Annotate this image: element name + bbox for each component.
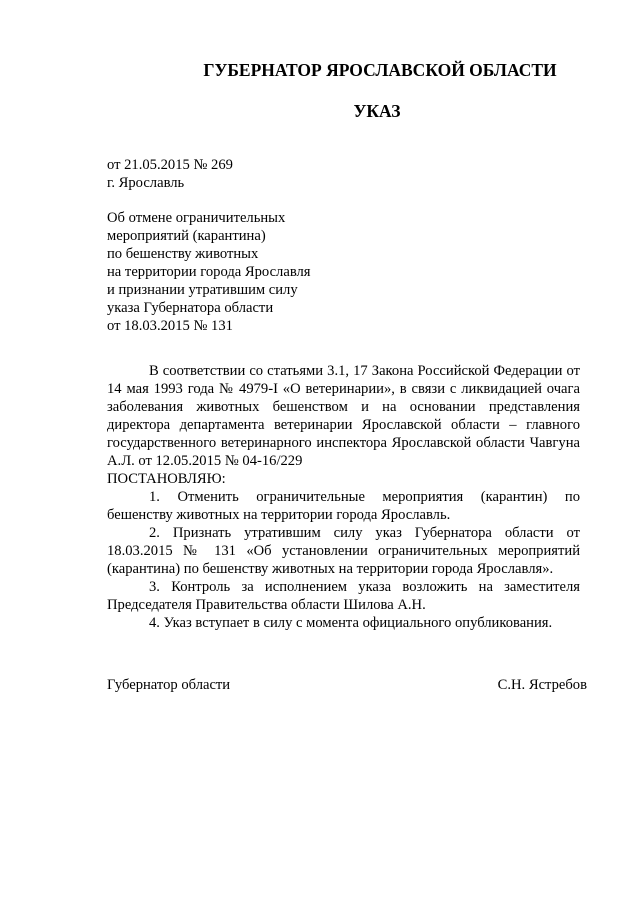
document-body	[107, 362, 580, 632]
subject-line: Об отмене ограничительных	[107, 210, 286, 226]
subject-line: от 18.03.2015 № 131	[107, 318, 233, 334]
order-item: 3. Контроль за исполнением указа возложить на заместителя Председателя Правительства области Шилова А.Н.	[107, 579, 580, 613]
document-type: УКАЗ	[353, 101, 401, 121]
resolve-word: ПОСТАНОВЛЯЮ:	[107, 471, 226, 487]
subject-line: мероприятий (карантина)	[107, 228, 266, 244]
subject-line: по бешенству животных	[107, 246, 259, 262]
subject-line: указа Губернатора области	[107, 300, 274, 316]
date-number: от 21.05.2015 № 269	[107, 157, 233, 173]
order-item: 2. Признать утратившим силу указ Губернатора области от 18.03.2015 № 131 «Об установлении ограничительных мероприятий (карантина) по бешенству животных на территории города Ярославля».	[107, 525, 580, 577]
order-item: 1. Отменить ограничительные мероприятия (карантин) по бешенству животных на территории города Ярославль.	[107, 489, 580, 523]
signature-name: С.Н. Ястребов	[497, 677, 587, 693]
subject-line: на территории города Ярославля	[107, 264, 311, 280]
subject-line: и признании утратившим силу	[107, 282, 298, 298]
city: г. Ярославль	[107, 175, 185, 191]
signature-position: Губернатор области	[107, 677, 231, 693]
document-title: ГУБЕРНАТОР ЯРОСЛАВСКОЙ ОБЛАСТИ	[203, 60, 557, 80]
preamble-paragraph: В соответствии со статьями 3.1, 17 Закона Российской Федерации от 14 мая 1993 года № 4979-I «О ветеринарии», в связи с ликвидацией очага заболевания животных бешенством и на основании представления директора департамента ветеринарии Ярославской области – главного государственного ветеринарного инспектора Ярославской области Чавгуна А.Л. от 12.05.2015 № 04-16/229	[107, 363, 580, 469]
order-item: 4. Указ вступает в силу с момента официального опубликования.	[149, 615, 553, 631]
